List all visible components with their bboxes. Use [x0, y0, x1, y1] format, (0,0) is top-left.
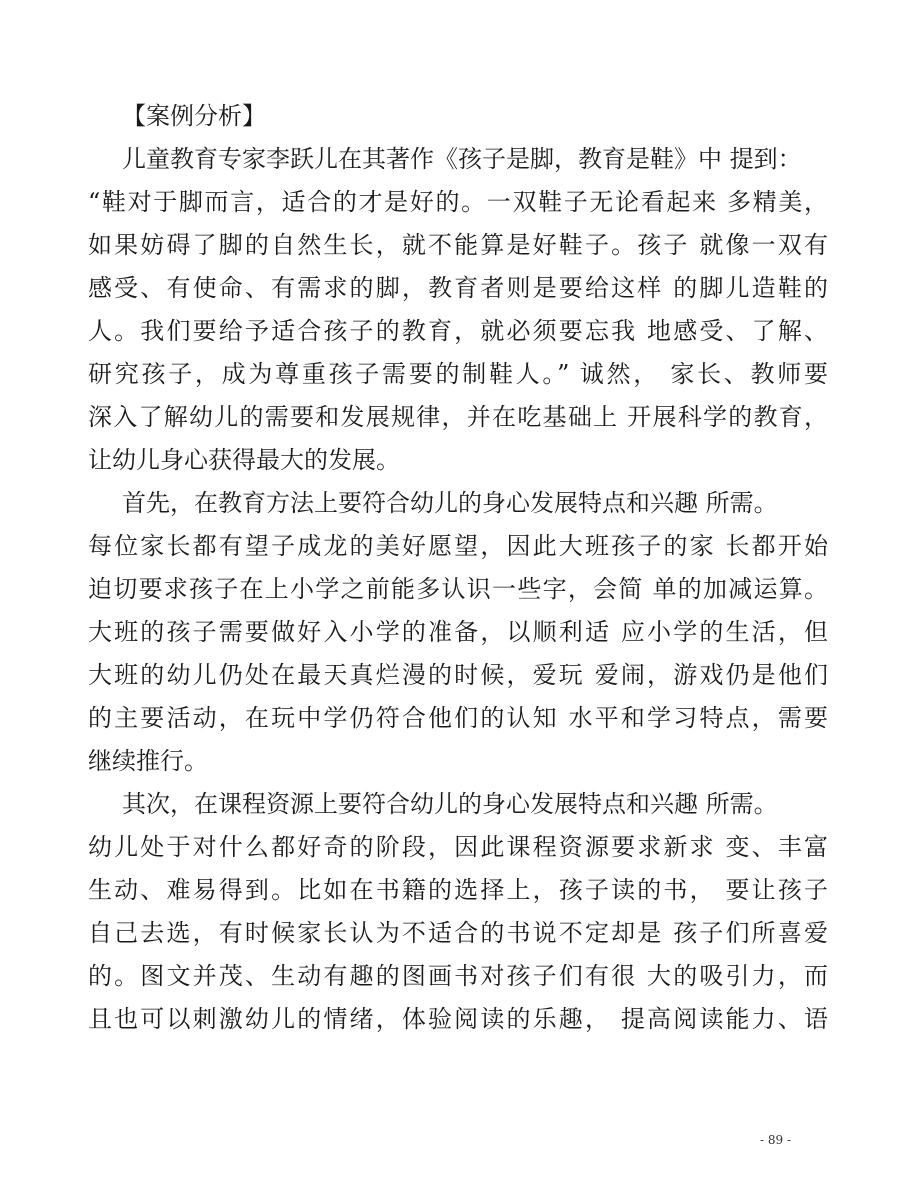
document-body: [88, 95, 828, 1041]
paragraphs-container: [88, 138, 828, 1041]
paragraph-line: 大班的孩子需要做好入小学的准备，以顺利适 应小学的生活，但: [88, 618, 828, 646]
paragraph-line: 研究孩子，成为尊重孩子需要的制鞋人。” 诚然， 家长、教师要: [88, 360, 828, 388]
paragraph-line: 的主要活动，在玩中学仍符合他们的认知 水平和学习特点，需要: [88, 704, 828, 732]
paragraph-line: 如果妨碍了脚的自然生长，就不能算是好鞋子。孩子 就像一双有: [88, 231, 828, 259]
paragraph-line: 其次，在课程资源上要符合幼儿的身心发展特点和兴趣 所需。: [122, 790, 778, 818]
paragraph-line: 生动、难易得到。比如在书籍的选择上，孩子读的书， 要让孩子: [88, 876, 828, 904]
page-number: - 89 -: [760, 1133, 792, 1147]
paragraph-line: 深入了解幼儿的需要和发展规律，并在吃基础上 开展科学的教育，: [88, 403, 828, 431]
paragraph-line: 的。图文并茂、生动有趣的图画书对孩子们有很 大的吸引力，而: [88, 962, 828, 990]
section-heading: 【案例分析】: [122, 102, 266, 130]
paragraph-line: 儿童教育专家李跃儿在其著作《孩子是脚，教育是鞋》中 提到：: [122, 145, 802, 173]
paragraph-line: 人。我们要给予适合孩子的教育，就必须要忘我 地感受、了解、: [88, 317, 828, 345]
paragraph-line: 迫切要求孩子在上小学之前能多认识一些字，会简 单的加减运算。: [88, 575, 828, 603]
paragraph-line: “鞋对于脚而言，适合的才是好的。一双鞋子无论看起来 多精美，: [88, 188, 828, 216]
paragraph-line: 幼儿处于对什么都好奇的阶段，因此课程资源要求新求 变、丰富: [88, 833, 828, 861]
paragraph-line: 感受、有使命、有需求的脚，教育者则是要给这样 的脚儿造鞋的: [88, 274, 828, 302]
paragraph-line: 首先，在教育方法上要符合幼儿的身心发展特点和兴趣 所需。: [122, 489, 778, 517]
paragraph-line: 让幼儿身心获得最大的发展。: [88, 446, 400, 474]
paragraph-line: 且也可以刺激幼儿的情绪，体验阅读的乐趣， 提高阅读能力、语: [88, 1005, 828, 1033]
paragraph-line: 大班的幼儿仍处在最天真烂漫的时候，爱玩 爱闹，游戏仍是他们: [88, 661, 828, 689]
paragraph-line: 每位家长都有望子成龙的美好愿望，因此大班孩子的家 长都开始: [88, 532, 828, 560]
paragraph-line: 继续推行。: [88, 747, 208, 775]
paragraph-line: 自己去选，有时候家长认为不适合的书说不定却是 孩子们所喜爱: [88, 919, 828, 947]
